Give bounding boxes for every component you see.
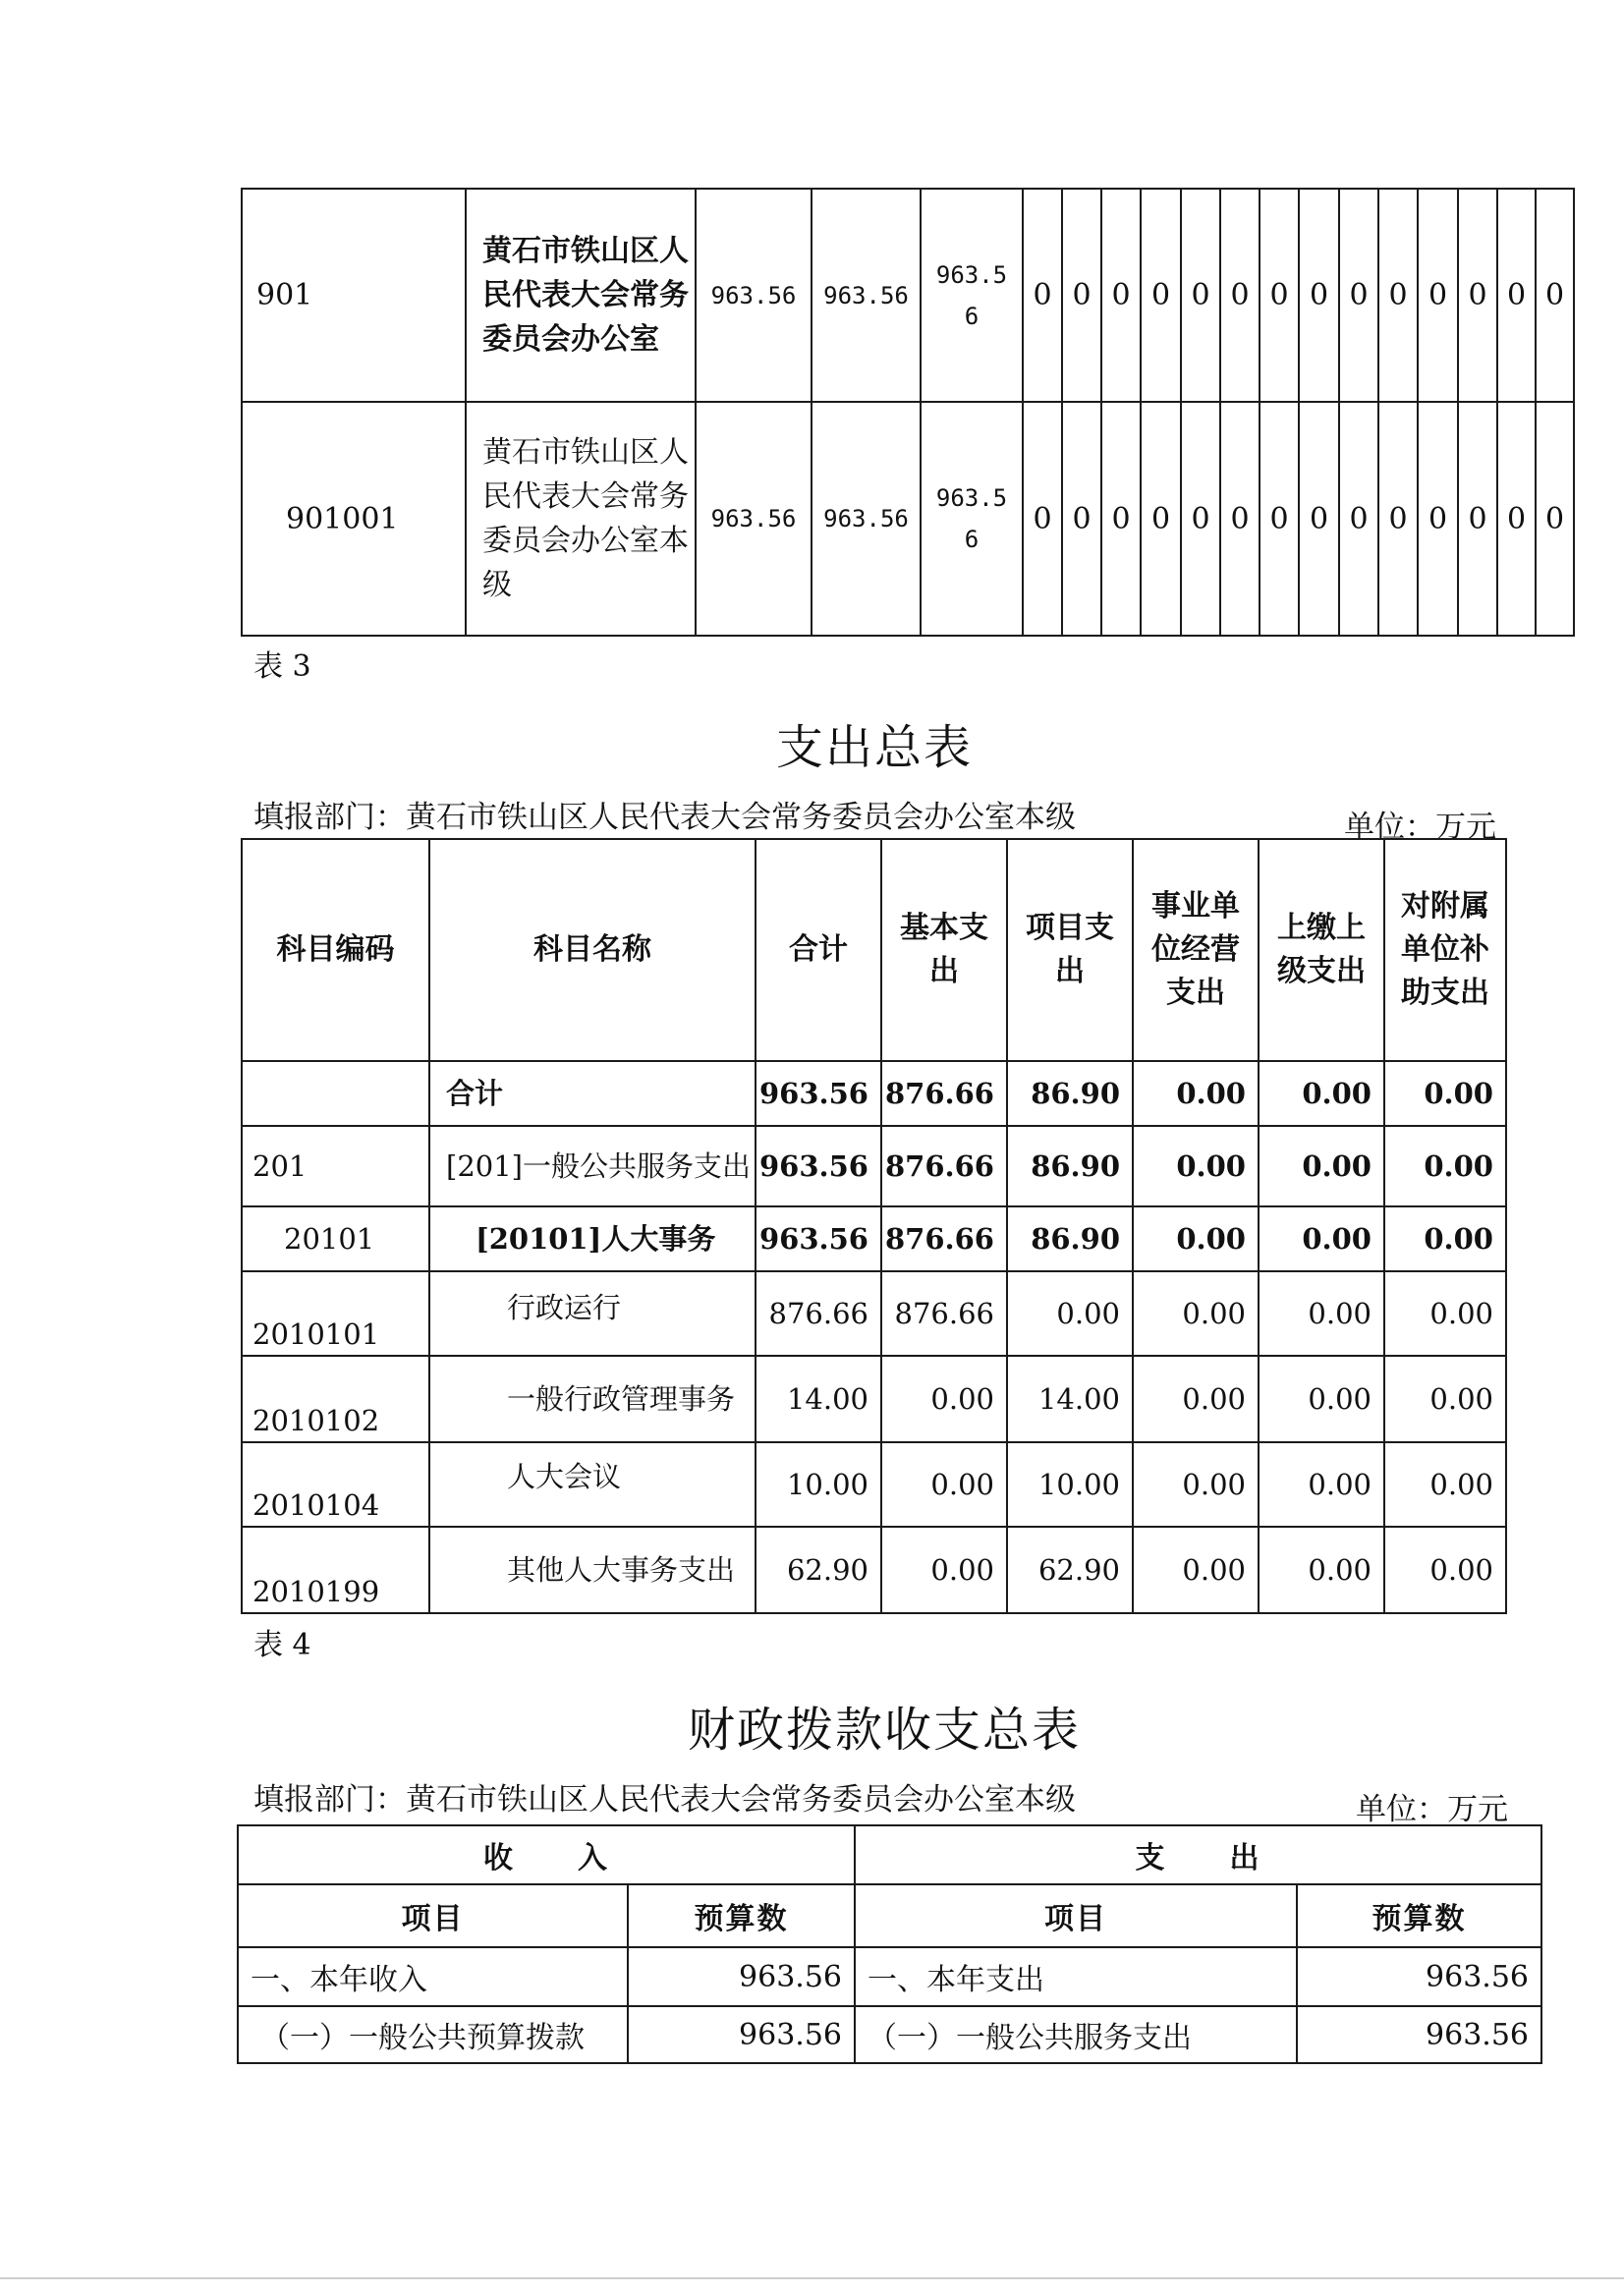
col-header: 上缴上级支出	[1259, 839, 1384, 1061]
income-header: 收 入	[238, 1825, 855, 1884]
row-value: 0.00	[1133, 1356, 1259, 1442]
income-item: 一、本年收入	[238, 1947, 628, 2006]
row-value	[921, 402, 1023, 636]
row-value: 10.00	[756, 1442, 881, 1527]
row-value: 963.56	[696, 189, 812, 402]
row-value: 0.00	[1384, 1061, 1506, 1126]
zero-cell: 0	[1497, 189, 1536, 402]
row-value: 0.00	[1384, 1527, 1506, 1613]
row-value: 876.66	[881, 1271, 1007, 1356]
col-header: 基本支出	[881, 839, 1007, 1061]
expense-header: 支 出	[855, 1825, 1541, 1884]
expense-value: 963.56	[1297, 2006, 1541, 2063]
zero-cell: 0	[1181, 402, 1220, 636]
row-value: 963.56	[812, 189, 921, 402]
zero-cell: 0	[1062, 189, 1101, 402]
row-value: 0.00	[1007, 1271, 1133, 1356]
row-value: 963.56	[756, 1061, 881, 1126]
zero-cell: 0	[1458, 189, 1497, 402]
row-code: 201	[242, 1126, 429, 1206]
row-value-part: 6	[964, 526, 980, 553]
table-row	[242, 1356, 1506, 1442]
row-value: 0.00	[1384, 1271, 1506, 1356]
row-value: 0.00	[1133, 1271, 1259, 1356]
zero-cell: 0	[1458, 402, 1497, 636]
table-row	[242, 1271, 1506, 1356]
row-value: 0.00	[1259, 1527, 1384, 1613]
fiscal-appropriation-table	[237, 1824, 1542, 2064]
row-value: 86.90	[1007, 1206, 1133, 1271]
col-header: 对附属单位补助支出	[1384, 839, 1506, 1061]
unit-label: 单位：万元	[1356, 1792, 1508, 1827]
zero-cell: 0	[1141, 402, 1181, 636]
income-item: （一）一般公共预算拨款	[238, 2006, 628, 2063]
col-header: 科目名称	[429, 839, 756, 1061]
expenditure-summary-table	[241, 838, 1507, 1614]
row-code: 2010104	[242, 1442, 429, 1527]
table-row	[242, 1061, 1506, 1126]
row-value: 876.66	[881, 1061, 1007, 1126]
row-name: 一般行政管理事务	[429, 1356, 756, 1442]
zero-cell: 0	[1220, 402, 1260, 636]
zero-cell: 0	[1378, 402, 1418, 636]
zero-cell: 0	[1339, 402, 1378, 636]
row-code: 2010101	[242, 1271, 429, 1356]
zero-cell: 0	[1260, 402, 1299, 636]
row-value: 876.66	[881, 1126, 1007, 1206]
unit-label: 单位：万元	[1344, 810, 1496, 845]
filing-department: 填报部门：黄石市铁山区人民代表大会常务委员会办公室本级	[253, 800, 1076, 835]
row-value-part: 963.5	[935, 484, 1008, 512]
row-value: 86.90	[1007, 1061, 1133, 1126]
row-name: 黄石市铁山区人民代表大会常务委员会办公室	[466, 189, 696, 402]
zero-cell: 0	[1299, 189, 1339, 402]
row-value: 963.56	[756, 1126, 881, 1206]
row-value: 14.00	[756, 1356, 881, 1442]
row-value: 86.90	[1007, 1126, 1133, 1206]
row-value: 0.00	[881, 1527, 1007, 1613]
col-header: 事业单位经营支出	[1133, 839, 1259, 1061]
table-row	[238, 1947, 1541, 2006]
table-row	[242, 1442, 1506, 1527]
row-value: 62.90	[1007, 1527, 1133, 1613]
row-value-part: 6	[964, 302, 980, 330]
table-row	[242, 1527, 1506, 1613]
row-value: 0.00	[1133, 1527, 1259, 1613]
row-value: 0.00	[1384, 1356, 1506, 1442]
row-name: 行政运行	[429, 1271, 756, 1356]
row-value: 0.00	[1384, 1206, 1506, 1271]
row-value: 62.90	[756, 1527, 881, 1613]
row-value: 0.00	[1259, 1061, 1384, 1126]
header-row	[238, 1825, 1541, 1884]
row-value-part: 963.5	[935, 260, 1008, 289]
row-name: 黄石市铁山区人民代表大会常务委员会办公室本级	[466, 402, 696, 636]
row-code: 901001	[242, 402, 466, 636]
row-value: 0.00	[881, 1442, 1007, 1527]
income-value: 963.56	[628, 1947, 855, 2006]
expense-item: 一、本年支出	[855, 1947, 1297, 2006]
row-code: 901	[242, 189, 466, 402]
row-value: 963.56	[756, 1206, 881, 1271]
expense-value: 963.56	[1297, 1947, 1541, 2006]
zero-cell: 0	[1220, 189, 1260, 402]
row-value: 963.56	[696, 402, 812, 636]
row-value: 0.00	[1259, 1442, 1384, 1527]
row-value: 0.00	[1384, 1442, 1506, 1527]
row-name: [20101]人大事务	[429, 1206, 756, 1271]
header-row	[238, 1884, 1541, 1947]
row-value: 963.56	[812, 402, 921, 636]
expense-item: （一）一般公共服务支出	[855, 2006, 1297, 2063]
col-header: 项目	[238, 1884, 628, 1947]
row-value: 14.00	[1007, 1356, 1133, 1442]
row-value: 0.00	[1133, 1126, 1259, 1206]
row-value: 10.00	[1007, 1442, 1133, 1527]
row-value: 0.00	[1133, 1061, 1259, 1126]
zero-cell: 0	[1141, 189, 1181, 402]
zero-cell: 0	[1181, 189, 1220, 402]
col-header: 项目支出	[1007, 839, 1133, 1061]
row-value: 0.00	[1259, 1271, 1384, 1356]
row-value	[921, 189, 1023, 402]
col-header: 预算数	[1297, 1884, 1541, 1947]
row-value: 0.00	[1259, 1126, 1384, 1206]
zero-cell: 0	[1299, 402, 1339, 636]
header-row	[242, 839, 1506, 1061]
table-title: 财政拨款收支总表	[687, 1703, 1081, 1758]
page-bottom-rule	[0, 2277, 1624, 2279]
table-caption: 表 4	[253, 1628, 311, 1662]
zero-cell: 0	[1023, 402, 1062, 636]
row-code: 2010102	[242, 1356, 429, 1442]
row-value: 0.00	[1259, 1206, 1384, 1271]
zero-cell: 0	[1497, 402, 1536, 636]
zero-cell: 0	[1260, 189, 1299, 402]
table-row	[238, 2006, 1541, 2063]
col-header: 项目	[855, 1884, 1297, 1947]
table-row	[242, 1126, 1506, 1206]
table-row	[242, 189, 1574, 402]
zero-cell: 0	[1101, 402, 1141, 636]
row-code	[242, 1061, 429, 1126]
zero-cell: 0	[1418, 189, 1458, 402]
row-value: 0.00	[881, 1356, 1007, 1442]
row-code: 2010199	[242, 1527, 429, 1613]
table-title: 支出总表	[775, 720, 973, 775]
row-name: 合计	[429, 1061, 756, 1126]
table-row	[242, 1206, 1506, 1271]
row-value: 0.00	[1384, 1126, 1506, 1206]
filing-department: 填报部门：黄石市铁山区人民代表大会常务委员会办公室本级	[253, 1782, 1076, 1818]
zero-cell: 0	[1536, 402, 1574, 636]
income-value: 963.56	[628, 2006, 855, 2063]
row-value: 0.00	[1133, 1206, 1259, 1271]
row-name: [201]一般公共服务支出	[429, 1126, 756, 1206]
table-row	[242, 402, 1574, 636]
zero-cell: 0	[1378, 189, 1418, 402]
zero-cell: 0	[1023, 189, 1062, 402]
zero-cell: 0	[1062, 402, 1101, 636]
row-value: 0.00	[1259, 1356, 1384, 1442]
row-value: 876.66	[756, 1271, 881, 1356]
budget-continued-table	[241, 188, 1575, 637]
row-value: 0.00	[1133, 1442, 1259, 1527]
row-value: 876.66	[881, 1206, 1007, 1271]
zero-cell: 0	[1536, 189, 1574, 402]
row-name: 其他人大事务支出	[429, 1527, 756, 1613]
zero-cell: 0	[1339, 189, 1378, 402]
row-name: 人大会议	[429, 1442, 756, 1527]
zero-cell: 0	[1418, 402, 1458, 636]
row-code: 20101	[242, 1206, 429, 1271]
zero-cell: 0	[1101, 189, 1141, 402]
col-header: 科目编码	[242, 839, 429, 1061]
col-header: 合计	[756, 839, 881, 1061]
col-header: 预算数	[628, 1884, 855, 1947]
table-caption: 表 3	[253, 649, 311, 684]
